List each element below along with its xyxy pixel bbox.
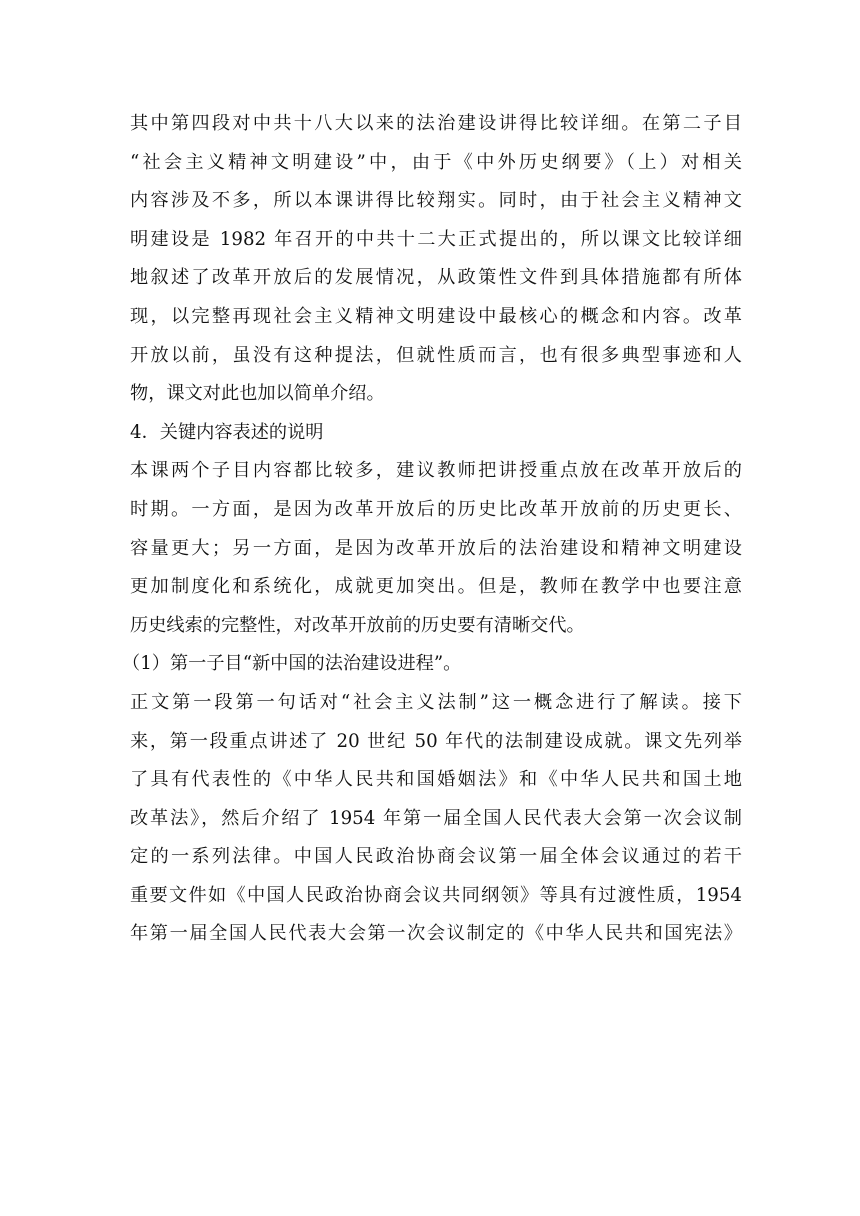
text-line: 了具有代表性的《中华人民共和国婚姻法》和《中华人民共和国土地 (130, 769, 742, 791)
text-line: 正文第一段第一句话对“社会主义法制”这一概念进行了解读。接下 (130, 691, 742, 713)
text-line: 更加制度化和系统化，成就更加突出。但是，教师在教学中也要注意 (130, 576, 742, 598)
text-line: 现，以完整再现社会主义精神文明建设中最核心的概念和内容。改革 (130, 305, 742, 327)
text-line: “社会主义精神文明建设”中，由于《中外历史纲要》（上）对相关 (130, 151, 742, 173)
paragraph-2 (130, 452, 742, 645)
paragraph-1 (130, 105, 742, 414)
text-line: 开放以前，虽没有这种提法，但就性质而言，也有很多典型事迹和人 (130, 344, 742, 366)
text-line: 容量更大；另一方面，是因为改革开放后的法治建设和精神文明建设 (130, 537, 742, 559)
text-line: 来，第一段重点讲述了 20 世纪 50 年代的法制建设成就。课文先列举 (130, 730, 742, 752)
text-line: 物，课文对此也加以简单介绍。 (130, 383, 385, 405)
text-line: 本课两个子目内容都比较多，建议教师把讲授重点放在改革开放后的 (130, 460, 742, 482)
text-line: 其中第四段对中共十八大以来的法治建设讲得比较详细。在第二子目 (130, 113, 742, 134)
document-page (122, 105, 742, 954)
text-line: 定的一系列法律。中国人民政治协商会议第一届全体会议通过的若干 (130, 846, 742, 868)
text-line: 历史线索的完整性，对改革开放前的历史要有清晰交代。 (130, 614, 585, 636)
text-line: 重要文件如《中国人民政治协商会议共同纲领》等具有过渡性质，1954 (130, 884, 742, 906)
section-heading: 4．关键内容表述的说明 (130, 421, 324, 443)
text-line: 地叙述了改革开放后的发展情况，从政策性文件到具体措施都有所体 (130, 267, 742, 289)
text-line: 时期。一方面，是因为改革开放后的历史比改革开放前的历史更长、 (130, 498, 742, 520)
text-line: 内容涉及不多，所以本课讲得比较翔实。同时，由于社会主义精神文 (130, 190, 742, 212)
text-line: 改革法》，然后介绍了 1954 年第一届全国人民代表大会第一次会议制 (130, 807, 742, 829)
text-line: 年第一届全国人民代表大会第一次会议制定的《中华人民共和国宪法》 (130, 923, 742, 945)
subsection-heading: （1）第一子目“新中国的法治建设进程”。 (122, 653, 462, 675)
text-line: 明建设是 1982 年召开的中共十二大正式提出的，所以课文比较详细 (130, 228, 742, 250)
paragraph-3 (130, 684, 742, 954)
